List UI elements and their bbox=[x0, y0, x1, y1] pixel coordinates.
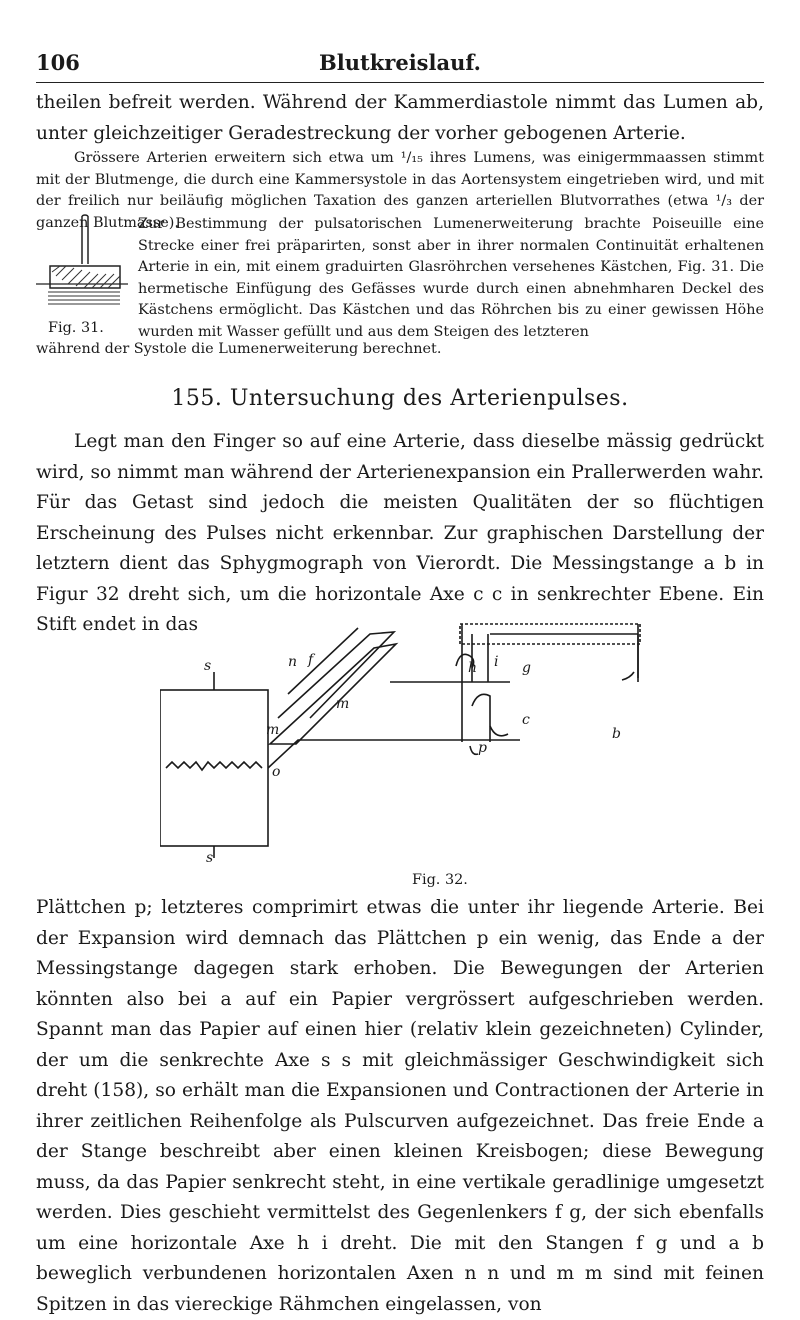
label-o: o bbox=[272, 764, 281, 780]
label-s-top: s bbox=[204, 658, 212, 674]
label-n: n bbox=[288, 654, 298, 670]
small-print-text: Grössere Arterien erweitern sich etwa um ¹/₁₅ ihres Lumens, was einigermmaassen stimmt mit der Blutmenge, die durch eine Kammersystole in das Aortensystem eingetrieben wird, und mit der freilich nur beiläufig möglichen Taxation des ganzen arteriellen Blutvorrathes (etwa ¹/₃ der ganzen Blutmasse). bbox=[36, 150, 764, 231]
paragraph-sphygmograph bbox=[36, 427, 764, 641]
running-title: Blutkreislauf. bbox=[319, 50, 481, 75]
figure-31-block bbox=[36, 214, 764, 359]
page-header bbox=[36, 46, 764, 78]
label-c: c bbox=[522, 712, 530, 728]
label-b: b bbox=[612, 726, 621, 742]
label-h: h bbox=[468, 660, 478, 676]
figure-32-caption: Fig. 32. bbox=[412, 872, 468, 888]
paragraph-intro: theilen befreit werden. Während der Kammerdiastole nimmt das Lumen ab, unter gleichzeitiger Geradestreckung der vorher gebogenen Arterie. bbox=[36, 92, 764, 144]
pulse-curve bbox=[166, 762, 262, 770]
paragraph-plaettchen bbox=[36, 893, 764, 1320]
header-rule bbox=[36, 82, 764, 83]
label-m-mid: m bbox=[336, 696, 350, 712]
label-s-bottom: s bbox=[206, 850, 214, 862]
plaettchen-text: Plättchen p; letzteres comprimirt etwas die unter ihr liegende Arterie. Bei der Expansion wird demnach das Plättchen p ein wenig, das Ende a der Messingstange dagegen stark erhoben. Die Bewegungen der Arterien könnten also bei a auf ein Papier vergrössert aufgeschrieben werden. Spannt man das Papier auf einen hier (relativ klein gezeichneten) Cylinder, der um die senkrechte Axe s s mit gleichmässiger Geschwindigkeit sich dreht (158), so erhält man die Expansionen und Contractionen der Arterie in ihrer zeitlichen Reihenfolge als Pulscurven aufgezeichnet. Das freie Ende a der Stange beschreibt aber einen kleinen Kreisbogen; diese Bewegung muss, da das Papier senkrecht steht, in eine vertikale geradlinige umgesetzt werden. Dies geschieht vermittelst des Gegenlenkers f g, der sich ebenfalls um eine horizontale Axe h i dreht. Die mit den Stangen f g und a b beweglich verbundenen horizontalen Axen n n und m m sind mit feinen Spitzen in das viereckige Rähmchen eingelassen, von bbox=[36, 897, 764, 1315]
figure-31-caption: Fig. 31. bbox=[48, 320, 104, 336]
label-p: p bbox=[478, 740, 487, 756]
label-g: g bbox=[522, 660, 531, 676]
figure-31-text: Zur Bestimmung der pulsatorischen Lumenerweiterung brachte Poiseuille eine Strecke einer frei präparirten, sonst aber in ihrer normalen Continuität erhaltenen Arterie in ein, mit einem graduirten Glasröhrchen versehenes Kästchen, Fig. 31. Die hermetische Einfügung des Gefässes wurde durch einen abnehmharen Deckel des Kästchens ermöglicht. Das Kästchen und das Röhrchen bis zu einer gewissen Höhe wurden mit Wasser gefüllt und aus dem Steigen des letzteren bbox=[138, 216, 764, 340]
label-i: i bbox=[494, 654, 499, 670]
label-m-left: m bbox=[266, 722, 280, 738]
section-title: 155. Untersuchung des Arterienpulses. bbox=[171, 386, 629, 411]
figure-31-drawing bbox=[36, 214, 128, 310]
figure-31-tail-text: während der Systole die Lumenerweiterung berechnet. bbox=[36, 341, 442, 357]
label-f: f bbox=[308, 652, 314, 668]
figure-32-drawing bbox=[160, 622, 680, 862]
sphygmograph-text: Legt man den Finger so auf eine Arterie, dass dieselbe mässig gedrückt wird, so nimmt man während der Arterienexpansion ein Prallerwerden wahr. Für das Getast sind jedoch die meisten Qualitäten der so flüchtigen Erscheinung des Pulses nicht erkennbar. Zur graphischen Darstellung der letztern dient das Sphygmograph von Vierordt. Die Messingstange a b in Figur 32 dreht sich, um die horizontale Axe c c in senkrechter Ebene. Ein Stift endet in das bbox=[36, 431, 764, 635]
page-number: 106 bbox=[36, 50, 80, 75]
